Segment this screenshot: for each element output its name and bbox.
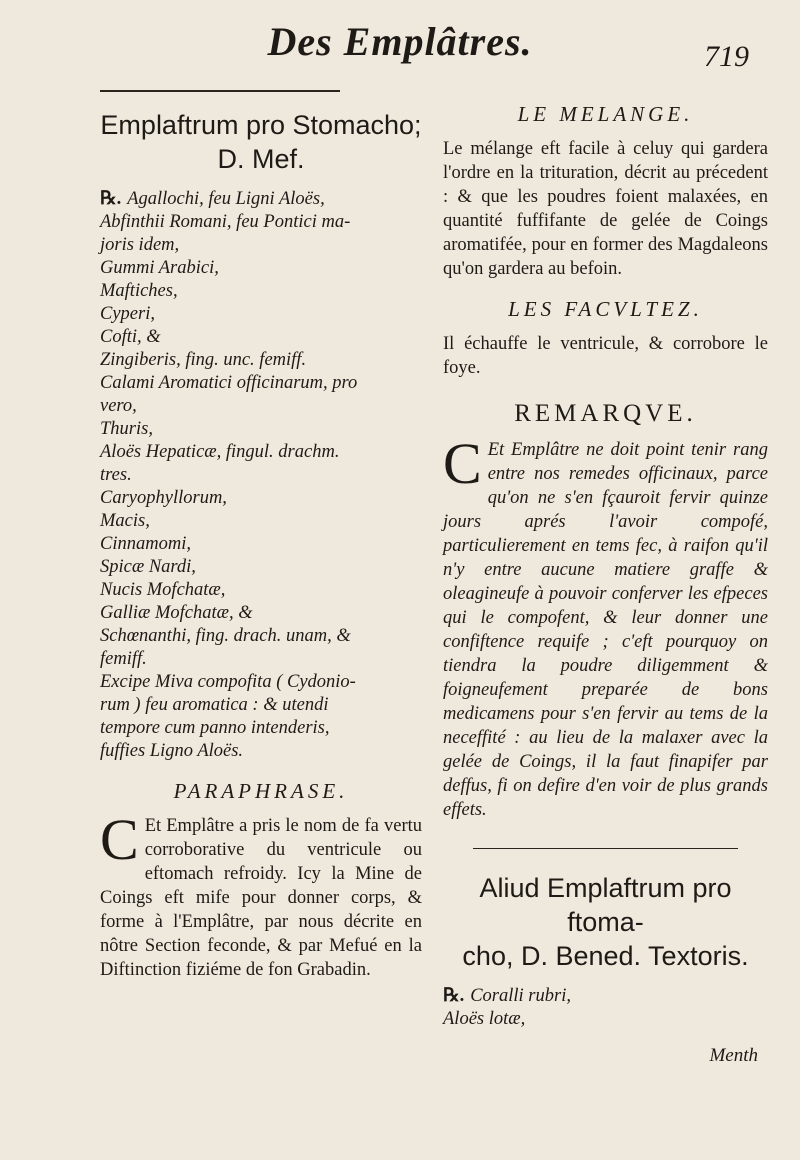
drop-cap: C [443, 431, 482, 496]
recipe-line: Excipe Miva compofita ( Cydonio- [100, 672, 356, 692]
recipe-title [100, 108, 422, 176]
facultez-heading: LES FACVLTEZ. [508, 297, 703, 321]
remarque-paragraph [443, 431, 768, 822]
recipe-line: tres. [100, 465, 132, 485]
recipe-line: Calami Aromatici officinarum, pro [100, 373, 358, 393]
next-recipe-title-line: Aliud Emplaftrum pro ftoma- [479, 873, 732, 937]
drop-cap: C [100, 807, 139, 872]
header-rule [100, 90, 340, 92]
recipe-line: Galliæ Mofchatæ, & [100, 603, 253, 623]
recipe-line: Maftiches, [100, 281, 178, 301]
recipe-line: Gummi Arabici, [100, 258, 219, 278]
recipe-line: Cyperi, [100, 304, 155, 324]
melange-heading: LE MELANGE. [517, 102, 694, 126]
recipe-line: Spicæ Nardi, [100, 557, 196, 577]
rx-symbol: ℞. [443, 986, 465, 1006]
melange-paragraph: Le mélange eft facile à celuy qui gardera l'ordre en la trituration, décrit au précedent : & que les poudres foient malaxées, en quantité fuffifante de gelée de Coings aromatifée, pour en former des Magdaleons qu'on gardera au befoin. [443, 139, 768, 279]
recipe-line: Thuris, [100, 419, 153, 439]
recipe-line: rum ) feu aromatica : & utendi [100, 695, 329, 715]
paraphrase-paragraph [100, 807, 422, 982]
recipe-line: fuffies Ligno Aloës. [100, 741, 244, 761]
next-recipe-title [443, 871, 768, 973]
recipe-line: Aloës lotæ, [443, 1009, 526, 1029]
rx-symbol: ℞. [100, 189, 122, 209]
running-title: Des Emplâtres. [267, 19, 533, 64]
recipe-line: ℞. Coralli rubri, [443, 986, 571, 1006]
recipe-line: Caryophyllorum, [100, 488, 227, 508]
recipe-line: Cofti, & [100, 327, 161, 347]
recipe-line: Cinnamomi, [100, 534, 191, 554]
recipe-line: femiff. [100, 649, 147, 669]
recipe-list [100, 188, 422, 763]
recipe-line: joris idem, [100, 235, 180, 255]
next-recipe-title-line: cho, D. Bened. Textoris. [462, 941, 749, 971]
recipe-line: Abfinthii Romani, feu Pontici ma- [100, 212, 351, 232]
recipe-title-line: D. Mef. [217, 144, 305, 174]
catchword: Menth [709, 1045, 758, 1066]
recipe-title-line: Emplaftrum pro Stomacho; [100, 110, 422, 140]
recipe-line: Zingiberis, fing. unc. femiff. [100, 350, 307, 370]
right-column [443, 96, 768, 1067]
section-divider [473, 848, 738, 849]
paraphrase-text: Et Emplâtre a pris le nom de fa vertu corroborative du ventricule ou eftomach refroidy. Icy la Mine de Coings eft mife pour donner corps, & forme à l'Emplâtre, par nous décrite en nôtre Section feconde, & par Mefué en la Diftinction fiziéme de fon Grabadin. [100, 816, 422, 980]
recipe-line: tempore cum panno intenderis, [100, 718, 330, 738]
paraphrase-heading: PARAPHRASE. [173, 779, 349, 803]
recipe-line: Nucis Mofchatæ, [100, 580, 226, 600]
recipe-line: Schœnanthi, fing. drach. unam, & [100, 626, 351, 646]
next-recipe-list [443, 985, 768, 1031]
remarque-text: Et Emplâtre ne doit point tenir rang entre nos remedes officinaux, parce qu'on ne s'en fçauroit fervir quinze jours aprés l'avoir compofé, particulierement en tems fec, à raifon qu'il n'y entre aucune matiere graffe & oleagineufe à pouvoir conferver les efpeces qui le compofent, & leur donner une confiftence requife ; c'eft pourquoy on tiendra la poudre diligemment & foigneufement preparée de bons medicamens pour s'en fervir au tems de la neceffité : au lieu de la malaxer avec la gelée de Coings, il la faut finapifer par deffus, fi on defire d'en voir de plus grands effets. [443, 440, 768, 820]
recipe-line: vero, [100, 396, 137, 416]
remarque-heading: REMARQVE. [514, 400, 697, 427]
recipe-line: Macis, [100, 511, 150, 531]
recipe-line: Aloës Hepaticæ, fingul. drachm. [100, 442, 340, 462]
page-number: 719 [704, 40, 749, 73]
recipe-line: ℞. Agallochi, feu Ligni Aloës, [100, 189, 325, 209]
left-column [100, 96, 422, 982]
facultez-paragraph: Il échauffe le ventricule, & corrobore le foye. [443, 334, 768, 378]
